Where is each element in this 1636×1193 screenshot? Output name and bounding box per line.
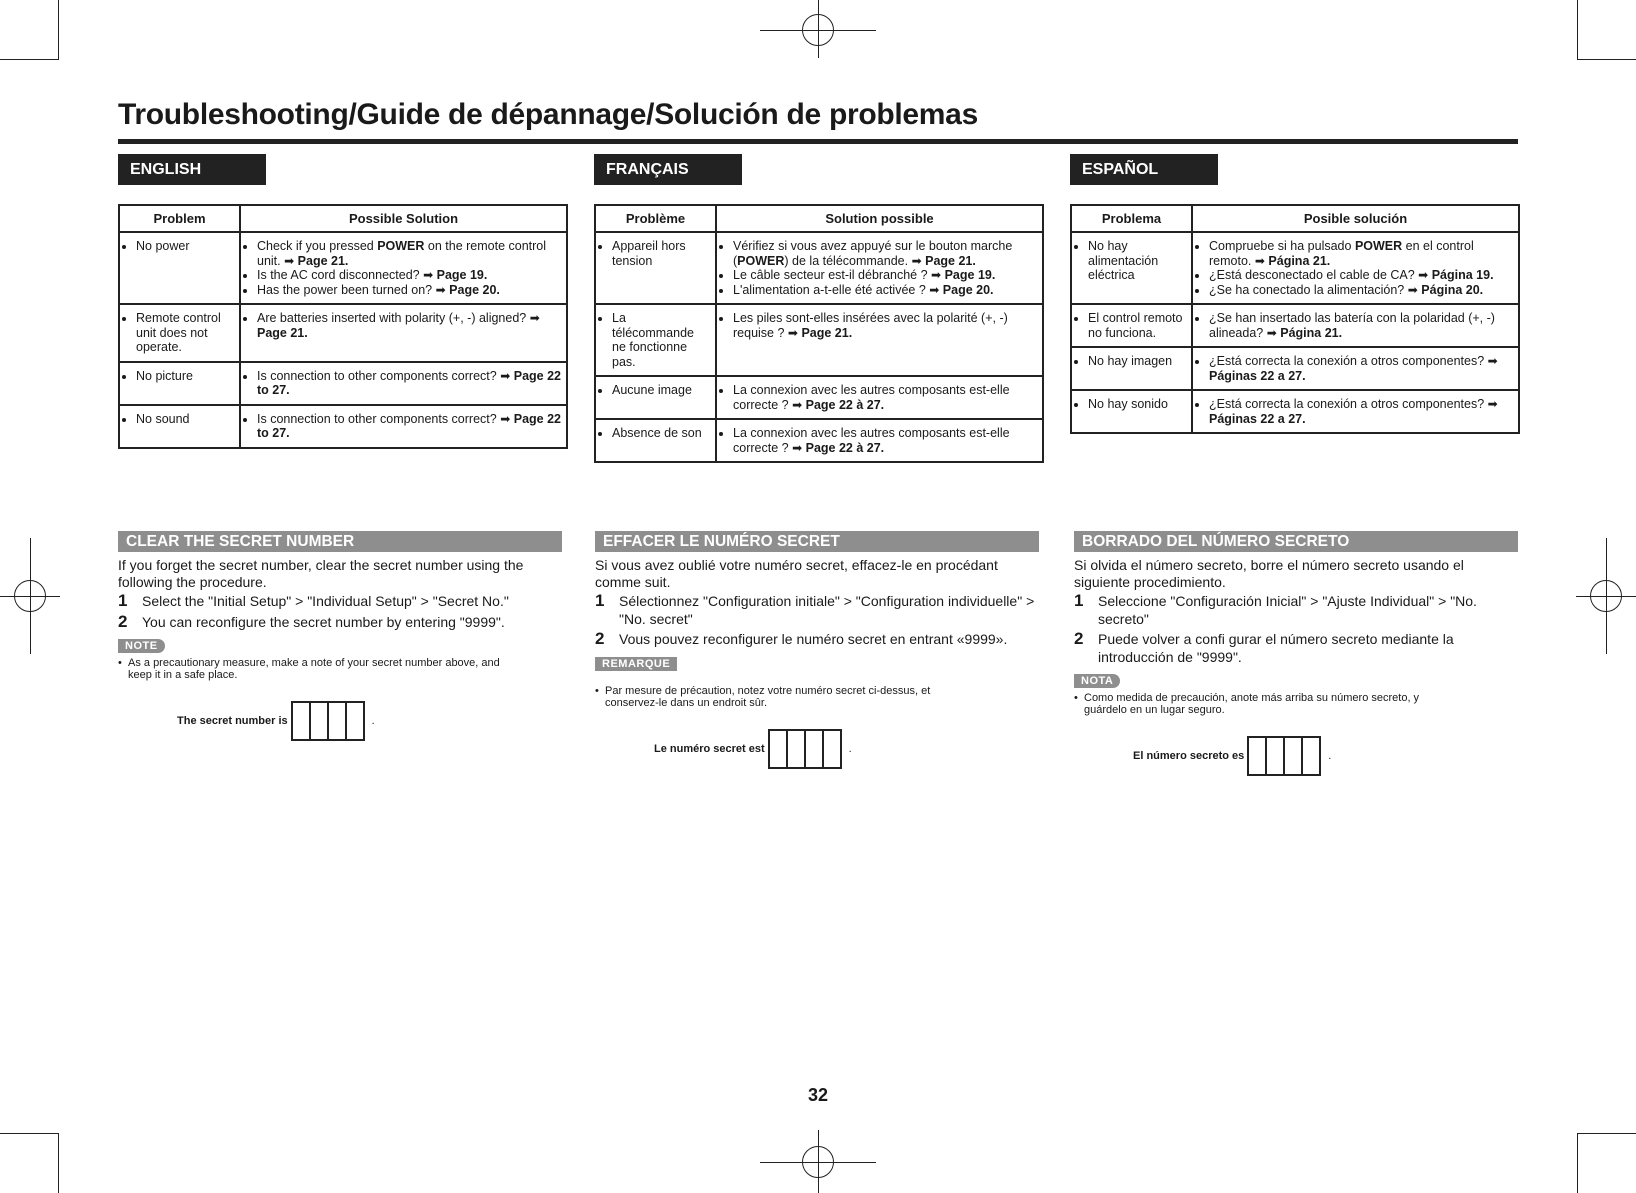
solution-text: en el control remoto. bbox=[1209, 239, 1474, 268]
problem-cell bbox=[1071, 304, 1192, 347]
solution-item bbox=[257, 369, 561, 398]
problem-cell bbox=[595, 232, 716, 304]
problem-cell bbox=[119, 304, 240, 362]
problem-text: • No hay sonido bbox=[1088, 397, 1186, 412]
table-row bbox=[119, 304, 567, 362]
bullet: • bbox=[595, 684, 599, 697]
solution-text: Check if you pressed bbox=[257, 239, 378, 253]
note-label: NOTE bbox=[118, 639, 165, 653]
solution-text: L'alimentation a-t-elle été activée ? bbox=[733, 282, 930, 297]
solution-item bbox=[257, 283, 561, 298]
step-item bbox=[118, 611, 562, 632]
table-row bbox=[1071, 347, 1519, 390]
page-arrow-icon: ➡ bbox=[423, 268, 434, 282]
period: . bbox=[371, 715, 375, 727]
solution-item bbox=[733, 383, 1037, 412]
header-problem: Problema bbox=[1071, 205, 1192, 232]
note-label: NOTA bbox=[1074, 674, 1120, 688]
step-number: 2 bbox=[1074, 629, 1084, 648]
problem-cell bbox=[1071, 390, 1192, 433]
page-reference: Page 20. bbox=[449, 282, 500, 297]
step-item bbox=[1074, 593, 1518, 628]
secret-number-field bbox=[177, 701, 562, 741]
page-arrow-icon: ➡ bbox=[500, 368, 511, 383]
table-row bbox=[595, 419, 1043, 462]
solution-text: ) de la télécommande. bbox=[784, 253, 912, 268]
step-item bbox=[118, 593, 562, 611]
header-solution: Solution possible bbox=[716, 205, 1043, 232]
table-row bbox=[1071, 390, 1519, 433]
step-item bbox=[595, 593, 1039, 628]
page-arrow-icon: ➡ bbox=[529, 311, 540, 325]
page-arrow-icon: ➡ bbox=[929, 282, 940, 297]
solution-cell bbox=[1192, 390, 1519, 433]
page-reference: Page 21. bbox=[925, 253, 976, 268]
problem-text: • No hay imagen bbox=[1088, 354, 1186, 369]
section-intro: Si olvida el número secreto, borre el número secreto usando el siguiente procedimiento. bbox=[1074, 557, 1464, 590]
secret-number-boxes bbox=[768, 729, 842, 769]
solution-text: on the remote control unit. bbox=[257, 239, 547, 268]
solution-text: ¿Está correcta la conexión a otros componentes? bbox=[1209, 354, 1488, 368]
solution-item bbox=[1209, 283, 1513, 298]
problem-cell bbox=[595, 304, 716, 376]
solution-cell bbox=[240, 304, 567, 362]
solution-cell bbox=[240, 232, 567, 304]
page-reference: Página 19. bbox=[1431, 268, 1494, 282]
french-column bbox=[594, 154, 1044, 463]
solution-item bbox=[733, 239, 1037, 268]
table-row bbox=[595, 376, 1043, 419]
solution-text: Le câble secteur est-il débranché ? bbox=[733, 268, 932, 282]
bullet: • bbox=[1074, 692, 1078, 704]
solution-text: La connexion avec les autres composants est-elle correcte ? bbox=[733, 426, 1010, 455]
spanish-secret-section bbox=[1074, 531, 1518, 776]
page-reference: Page 22 to 27. bbox=[257, 411, 562, 440]
solution-text: ¿Está correcta la conexión a otros componentes? bbox=[1209, 397, 1488, 411]
problem-text: • Absence de son bbox=[612, 426, 710, 441]
note-text: • Como medida de precaución, anote más arriba su número secreto, y guárdelo en un lugar seguro. bbox=[1074, 692, 1420, 716]
problem-text: • Aucune image bbox=[612, 383, 710, 398]
table-row bbox=[119, 232, 567, 304]
step-number: 1 bbox=[118, 591, 128, 610]
table-row bbox=[595, 232, 1043, 304]
note-text: • Par mesure de précaution, notez votre numéro secret ci-dessus, et conservez-le dans un endroit sûr. bbox=[595, 684, 931, 709]
step-number: 1 bbox=[595, 591, 605, 610]
page-arrow-icon: ➡ bbox=[500, 411, 511, 426]
power-key-label: POWER bbox=[1354, 239, 1403, 253]
note-text: • As a precautionary measure, make a note of your secret number above, and keep it in a safe place. bbox=[118, 657, 500, 681]
bullet: • bbox=[118, 657, 122, 669]
header-problem: Problem bbox=[119, 205, 240, 232]
page-reference: Page 21. bbox=[801, 325, 853, 340]
table-row bbox=[119, 405, 567, 448]
step-text: Puede volver a confi gurar el número secreto mediante la introducción de "9999". bbox=[1098, 631, 1454, 665]
page-reference: Páginas 22 a 27. bbox=[1209, 411, 1306, 426]
period: . bbox=[1328, 750, 1332, 762]
step-text: Seleccione "Configuración Inicial" > "Ajuste Individual" > "No. secreto" bbox=[1098, 593, 1477, 627]
solution-item bbox=[257, 239, 561, 268]
solution-cell bbox=[716, 304, 1043, 376]
solution-item bbox=[257, 268, 561, 283]
page-reference: Página 21. bbox=[1280, 325, 1343, 340]
page-arrow-icon: ➡ bbox=[435, 282, 446, 297]
section-intro: Si vous avez oublié votre numéro secret, effacez-le en procédant comme suit. bbox=[595, 557, 998, 590]
french-language-label: FRANÇAIS bbox=[594, 154, 742, 185]
section-heading: BORRADO DEL NÚMERO SECRETO bbox=[1074, 531, 1518, 552]
page-arrow-icon: ➡ bbox=[1266, 325, 1277, 340]
step-text: You can reconfigure the secret number by entering "9999". bbox=[142, 613, 505, 630]
problem-cell bbox=[595, 376, 716, 419]
section-intro: If you forget the secret number, clear the secret number using the following the procedure. bbox=[118, 557, 524, 590]
table-row bbox=[119, 362, 567, 405]
page-reference: Page 19. bbox=[436, 268, 488, 282]
solution-text: La connexion avec les autres composants est-elle correcte ? bbox=[733, 383, 1010, 412]
spanish-language-label: ESPAÑOL bbox=[1070, 154, 1218, 185]
title-rule bbox=[118, 139, 1518, 144]
page-arrow-icon: ➡ bbox=[792, 397, 803, 412]
problem-cell bbox=[595, 419, 716, 462]
solution-item bbox=[733, 268, 1037, 283]
problem-text: • La télécommande ne fonctionne pas. bbox=[612, 311, 710, 369]
problem-text: • No hay alimentación eléctrica bbox=[1088, 239, 1186, 283]
note-label: REMARQUE bbox=[595, 657, 677, 671]
french-secret-section bbox=[595, 531, 1039, 769]
solution-text: Les piles sont-elles insérées avec la polarité (+, -) requise ? bbox=[733, 311, 1008, 340]
page-reference: Page 20. bbox=[942, 282, 994, 297]
english-secret-section bbox=[118, 531, 562, 741]
step-text: Select the "Initial Setup" > "Individual Setup" > "Secret No." bbox=[142, 593, 509, 609]
solution-text: ¿Se han insertado las batería con la polaridad (+, -) alineada? bbox=[1209, 311, 1495, 340]
solution-item bbox=[257, 311, 561, 340]
page-arrow-icon: ➡ bbox=[911, 253, 922, 268]
problem-cell bbox=[119, 232, 240, 304]
page-arrow-icon: ➡ bbox=[1254, 253, 1265, 268]
power-key-label: POWER bbox=[737, 253, 785, 268]
page-reference: Page 22 to 27. bbox=[257, 368, 562, 397]
secret-number-label: Le numéro secret est bbox=[654, 742, 765, 755]
section-heading: EFFACER LE NUMÉRO SECRET bbox=[595, 531, 1039, 552]
solution-item bbox=[1209, 311, 1513, 340]
page-arrow-icon: ➡ bbox=[931, 268, 942, 282]
period: . bbox=[848, 742, 852, 755]
secret-number-field bbox=[1133, 736, 1518, 776]
step-number: 2 bbox=[118, 611, 128, 631]
page-reference: Page 21. bbox=[297, 253, 349, 268]
step-number: 2 bbox=[595, 629, 605, 648]
step-item bbox=[595, 631, 1039, 649]
secret-number-boxes bbox=[291, 701, 365, 741]
section-heading: CLEAR THE SECRET NUMBER bbox=[118, 531, 562, 552]
spanish-column bbox=[1070, 154, 1520, 434]
secret-number-boxes bbox=[1247, 736, 1321, 776]
table-row bbox=[595, 304, 1043, 376]
solution-item bbox=[733, 311, 1037, 340]
solution-text: ¿Está desconectado el cable de CA? bbox=[1209, 268, 1419, 282]
problem-text: • Appareil hors tension bbox=[612, 239, 710, 268]
secret-number-label: The secret number is bbox=[177, 715, 288, 727]
page-title: Troubleshooting/Guide de dépannage/Solución de problemas bbox=[118, 98, 978, 131]
page-arrow-icon: ➡ bbox=[792, 440, 803, 455]
page-reference: Page 19. bbox=[944, 268, 996, 282]
page-arrow-icon: ➡ bbox=[787, 325, 798, 340]
solution-text: Compruebe si ha pulsado bbox=[1209, 239, 1355, 253]
page-arrow-icon: ➡ bbox=[1407, 282, 1418, 297]
problem-cell bbox=[119, 362, 240, 405]
problem-text: • No sound bbox=[136, 412, 234, 427]
header-problem: Problème bbox=[595, 205, 716, 232]
solution-cell bbox=[1192, 304, 1519, 347]
english-column bbox=[118, 154, 568, 449]
header-solution: Possible Solution bbox=[240, 205, 567, 232]
solution-item bbox=[733, 283, 1037, 298]
solution-item bbox=[1209, 354, 1513, 383]
solution-cell bbox=[716, 419, 1043, 462]
solution-item bbox=[733, 426, 1037, 455]
problem-text: • No power bbox=[136, 239, 234, 254]
page-reference: Página 20. bbox=[1421, 282, 1484, 297]
solution-cell bbox=[716, 232, 1043, 304]
header-solution: Posible solución bbox=[1192, 205, 1519, 232]
solution-text: Is connection to other components correct? bbox=[257, 411, 501, 426]
solution-text: Has the power been turned on? bbox=[257, 282, 436, 297]
problem-cell bbox=[1071, 347, 1192, 390]
page-arrow-icon: ➡ bbox=[1418, 268, 1429, 282]
solution-cell bbox=[240, 405, 567, 448]
english-language-label: ENGLISH bbox=[118, 154, 266, 185]
problem-text: • No picture bbox=[136, 369, 234, 384]
solution-cell bbox=[1192, 347, 1519, 390]
solution-text: Vérifiez si vous avez appuyé sur le bouton marche ( bbox=[733, 239, 1013, 268]
solution-text: Are batteries inserted with polarity (+, -) aligned? bbox=[257, 311, 530, 325]
problem-cell bbox=[1071, 232, 1192, 304]
step-item bbox=[1074, 631, 1518, 666]
solution-text: ¿Se ha conectado la alimentación? bbox=[1209, 282, 1408, 297]
solution-cell bbox=[240, 362, 567, 405]
page-arrow-icon: ➡ bbox=[284, 253, 295, 268]
page-arrow-icon: ➡ bbox=[1487, 354, 1498, 368]
solution-text: Is the AC cord disconnected? bbox=[257, 268, 424, 282]
page-reference: Page 22 à 27. bbox=[805, 440, 885, 455]
page-arrow-icon: ➡ bbox=[1487, 397, 1498, 411]
step-text: Vous pouvez reconfigurer le numéro secret en entrant «9999». bbox=[619, 631, 1008, 647]
solution-text: Is connection to other components correct? bbox=[257, 368, 501, 383]
problem-text: • Remote control unit does not operate. bbox=[136, 311, 234, 355]
step-text: Sélectionnez "Configuration initiale" > "Configuration individuelle" > "No. secret" bbox=[619, 593, 1035, 627]
table-row bbox=[1071, 304, 1519, 347]
solution-item bbox=[1209, 268, 1513, 283]
solution-cell bbox=[1192, 232, 1519, 304]
english-troubleshooting-table bbox=[118, 204, 568, 449]
solution-item bbox=[1209, 397, 1513, 426]
power-key-label: POWER bbox=[377, 239, 425, 253]
spanish-troubleshooting-table bbox=[1070, 204, 1520, 434]
page-reference: Página 21. bbox=[1268, 253, 1331, 268]
solution-cell bbox=[716, 376, 1043, 419]
page-number: 32 bbox=[807, 1085, 829, 1105]
french-troubleshooting-table bbox=[594, 204, 1044, 463]
secret-number-label: El número secreto es bbox=[1133, 750, 1245, 762]
problem-cell bbox=[119, 405, 240, 448]
problem-text: • El control remoto no funciona. bbox=[1088, 311, 1186, 340]
page-reference: Page 22 à 27. bbox=[805, 397, 885, 412]
step-number: 1 bbox=[1074, 591, 1084, 610]
page-reference: Page 21. bbox=[257, 325, 308, 340]
solution-item bbox=[1209, 239, 1513, 268]
secret-number-field bbox=[654, 729, 1039, 769]
solution-item bbox=[257, 412, 561, 441]
page-reference: Páginas 22 a 27. bbox=[1209, 368, 1306, 383]
table-row bbox=[1071, 232, 1519, 304]
